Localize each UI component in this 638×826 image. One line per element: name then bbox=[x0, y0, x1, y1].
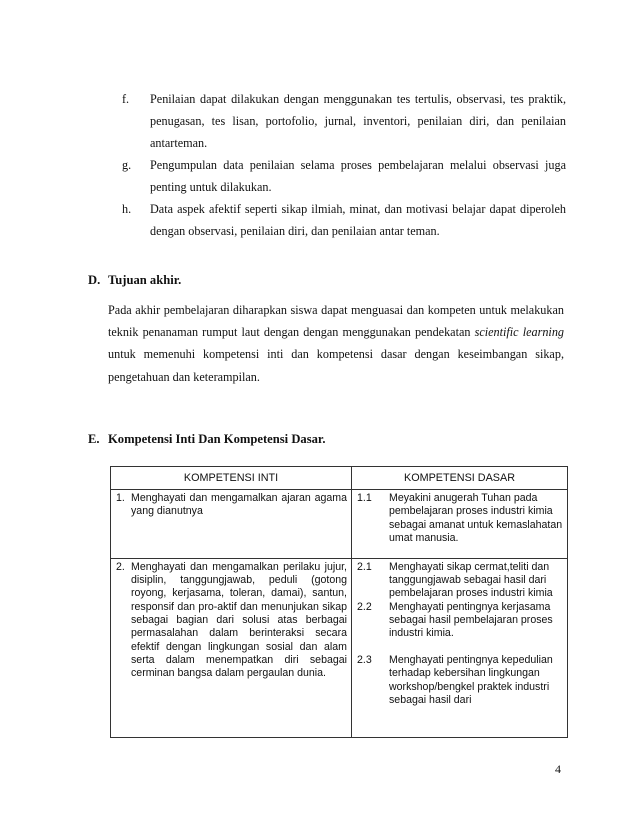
kompetensi-table bbox=[110, 466, 568, 738]
kd-item bbox=[357, 492, 563, 545]
kd-number: 2.3 bbox=[357, 653, 372, 666]
section-title: Kompetensi Inti Dan Kompetensi Dasar. bbox=[108, 432, 326, 446]
list-item-h bbox=[122, 198, 566, 242]
list-item-text: Pengumpulan data penilaian selama proses pembelajaran melalui observasi juga penting untuk dilakukan. bbox=[150, 158, 566, 195]
section-title: Tujuan akhir. bbox=[108, 273, 182, 287]
table-header-row bbox=[111, 467, 568, 490]
section-letter: E. bbox=[88, 432, 100, 446]
kd-text: Menghayati pentingnya kepedulian terhadap kebersihan lingkungan workshop/bengkel praktek industri sebagai hasil dari bbox=[389, 653, 553, 706]
kd-item bbox=[357, 561, 563, 601]
paragraph-text: untuk memenuhi kompetensi inti dan kompetensi dasar dengan keseimbangan sikap, pengetahuan dan keterampilan. bbox=[108, 347, 564, 384]
header-kompetensi-inti: KOMPETENSI INTI bbox=[111, 467, 352, 490]
list-item-g bbox=[122, 154, 566, 198]
section-heading-d bbox=[88, 273, 181, 288]
kd-cell bbox=[352, 490, 568, 559]
section-letter: D. bbox=[88, 273, 101, 287]
ki-number: 2. bbox=[116, 560, 125, 573]
ki-text: Menghayati dan mengamalkan perilaku jujur, disiplin, tanggungjawab, peduli (gotong royong, kerjasama, toleran, damai), santun, responsif dan pro-aktif dan menunjukan sikap sebagai bagian dari solusi atas berbagai permasalahan dalam berinteraksi secara efektif dengan lingkungan sosial dan alam serta dalam menempatkan diri sebagai cerminan bangsa dalam pergaulan dunia. bbox=[131, 560, 347, 680]
kd-number: 2.1 bbox=[357, 560, 372, 573]
ki-number: 1. bbox=[116, 492, 125, 504]
header-kompetensi-dasar: KOMPETENSI DASAR bbox=[352, 467, 568, 490]
list-marker: f. bbox=[122, 92, 130, 106]
kd-text: Menghayati pentingnya kerjasama sebagai hasil pembelajaran proses industri kimia. bbox=[389, 600, 553, 640]
table-row bbox=[111, 558, 568, 737]
list-item-text: Penilaian dapat dilakukan dengan menggunakan tes tertulis, observasi, tes praktik, penugasan, tes lisan, portofolio, jurnal, inventori, penilaian diri, dan penilaian antarteman. bbox=[150, 92, 566, 151]
table-row bbox=[111, 490, 568, 559]
kd-number: 2.2 bbox=[357, 600, 372, 613]
section-d-paragraph bbox=[108, 299, 564, 388]
kd-cell bbox=[352, 558, 568, 737]
list-marker: g. bbox=[122, 158, 132, 172]
section-heading-e bbox=[88, 432, 326, 447]
ki-text: Menghayati dan mengamalkan ajaran agama yang dianutnya bbox=[131, 492, 347, 518]
kd-text: Meyakini anugerah Tuhan pada pembelajaran proses industri kimia sebagai amanat untuk kemaslahatan umat manusia. bbox=[389, 492, 563, 544]
page-number: 4 bbox=[555, 762, 561, 776]
paragraph-italic-term: scientific learning bbox=[474, 325, 565, 340]
paragraph-text: Pada akhir pembelajaran diharapkan siswa dapat menguasai dan kompeten untuk melakukan teknik penanaman rumput laut dengan dengan menggunakan pendekatan bbox=[108, 303, 564, 340]
list-item-f bbox=[122, 88, 566, 155]
kd-item bbox=[357, 601, 563, 641]
kd-text: Menghayati sikap cermat,teliti dan tanggungjawab sebagai hasil dari pembelajaran proses industri kimia bbox=[389, 560, 553, 600]
ki-cell bbox=[111, 490, 352, 559]
list-marker: h. bbox=[122, 202, 132, 216]
kd-item bbox=[357, 654, 563, 707]
kd-number: 1.1 bbox=[357, 492, 372, 504]
list-item-text: Data aspek afektif seperti sikap ilmiah, minat, dan motivasi belajar dapat diperoleh dengan observasi, penilaian diri, dan penilaian antar teman. bbox=[150, 202, 566, 239]
ki-cell bbox=[111, 558, 352, 737]
